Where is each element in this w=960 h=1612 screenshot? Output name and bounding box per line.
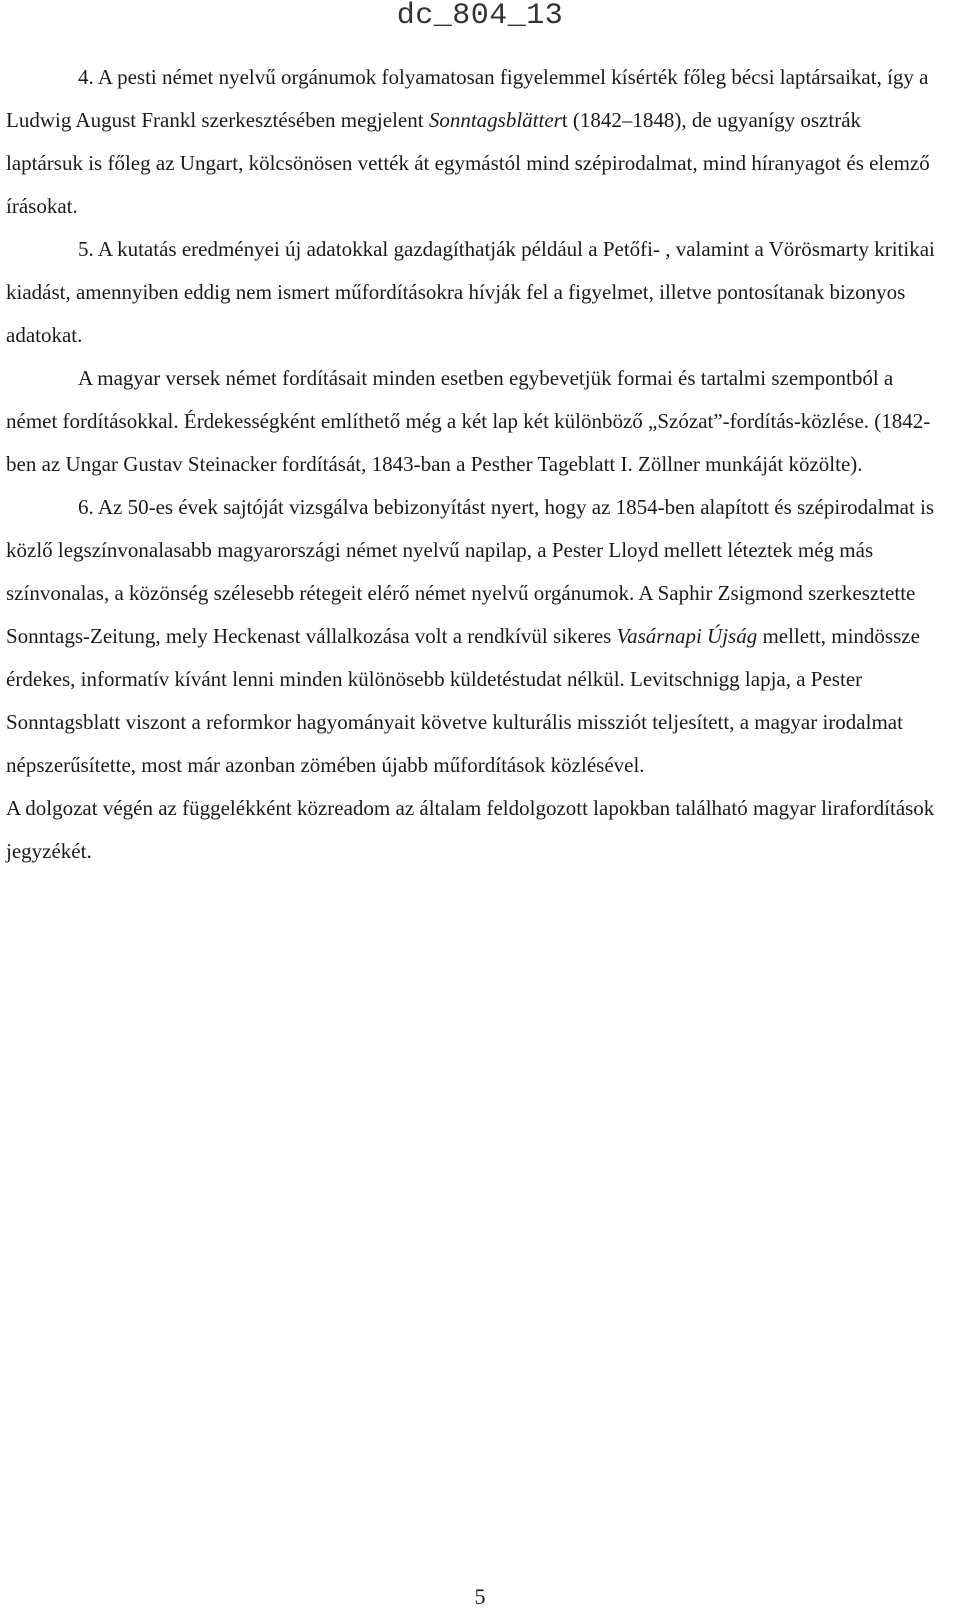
page-number: 5 [474, 1584, 486, 1609]
paragraph-6-text-end: mellett, mindössze érdekes, informatív kívánt lenni minden különösebb küldetéstudat nélkül. Levitschnigg lapja, a Pester Sonntagsblatt viszont a reformkor hagyományait követve kulturális missziót teljesített, a magyar irodalmat népszerűsítette, most már azonban zömében újabb műfordítások közlésével. [6, 624, 920, 777]
paragraph-5: 5. A kutatás eredményei új adatokkal gazdagíthatják például a Petőfi- , valamint a Vörösmarty kritikai kiadást, amennyiben eddig nem ismert műfordításokra hívják fel a figyelmet, illetve pontosítanak bizonyos adatokat. [6, 237, 935, 347]
paragraph-5-continued: A magyar versek német fordításait minden esetben egybevetjük formai és tartalmi szempontból a német fordításokkal. Érdekességként említhető még a két lap két különböző „Szózat”-fordítás-közlése. (1842-ben az Ungar Gustav Steinacker fordítását, 1843-ban a Pesther Tageblatt I. Zöllner munkáját közölte). [6, 366, 931, 476]
paragraph-4-text-end: t (1842–1848), de ugyanígy osztrák laptársuk is főleg az Ungart, kölcsönösen vették át egymástól mind szépirodalmat, mind híranyagot és elemző írásokat. [6, 108, 930, 218]
paragraph-6-text-start: 6. Az 50-es évek sajtóját vizsgálva bebizonyítást nyert, hogy az 1854-ben alapított és szépirodalmat is közlő legszínvonalasabb magyarországi német nyelvű napilap, a Pester Lloyd mellett léteztek még más színvonalas, a közönség szélesebb rétegeit elérő német nyelvű orgánumok. A Saphir Zsigmond szerkesztette Sonntags-Zeitung, mely Heckenast vállalkozása volt a rendkívül sikeres [6, 495, 935, 648]
paragraph-4-italic-title: Sonntagsblätter [428, 108, 562, 132]
paragraph-4-text-start: 4. A pesti német nyelvű orgánumok folyamatosan figyelemmel kísérték főleg bécsi laptársaikat, így a Ludwig August Frankl szerkesztésében megjelent [6, 65, 929, 132]
paragraph-7: A dolgozat végén az függelékként közreadom az általam feldolgozott lapokban található magyar lirafordítások jegyzékét. [6, 796, 935, 863]
paragraph-4 [6, 56, 936, 228]
document-code-header: dc_804_13 [396, 0, 564, 33]
document-body [6, 56, 936, 873]
paragraph-6-italic-title: Vasárnapi Újság [616, 624, 758, 648]
paragraph-6 [6, 486, 936, 787]
